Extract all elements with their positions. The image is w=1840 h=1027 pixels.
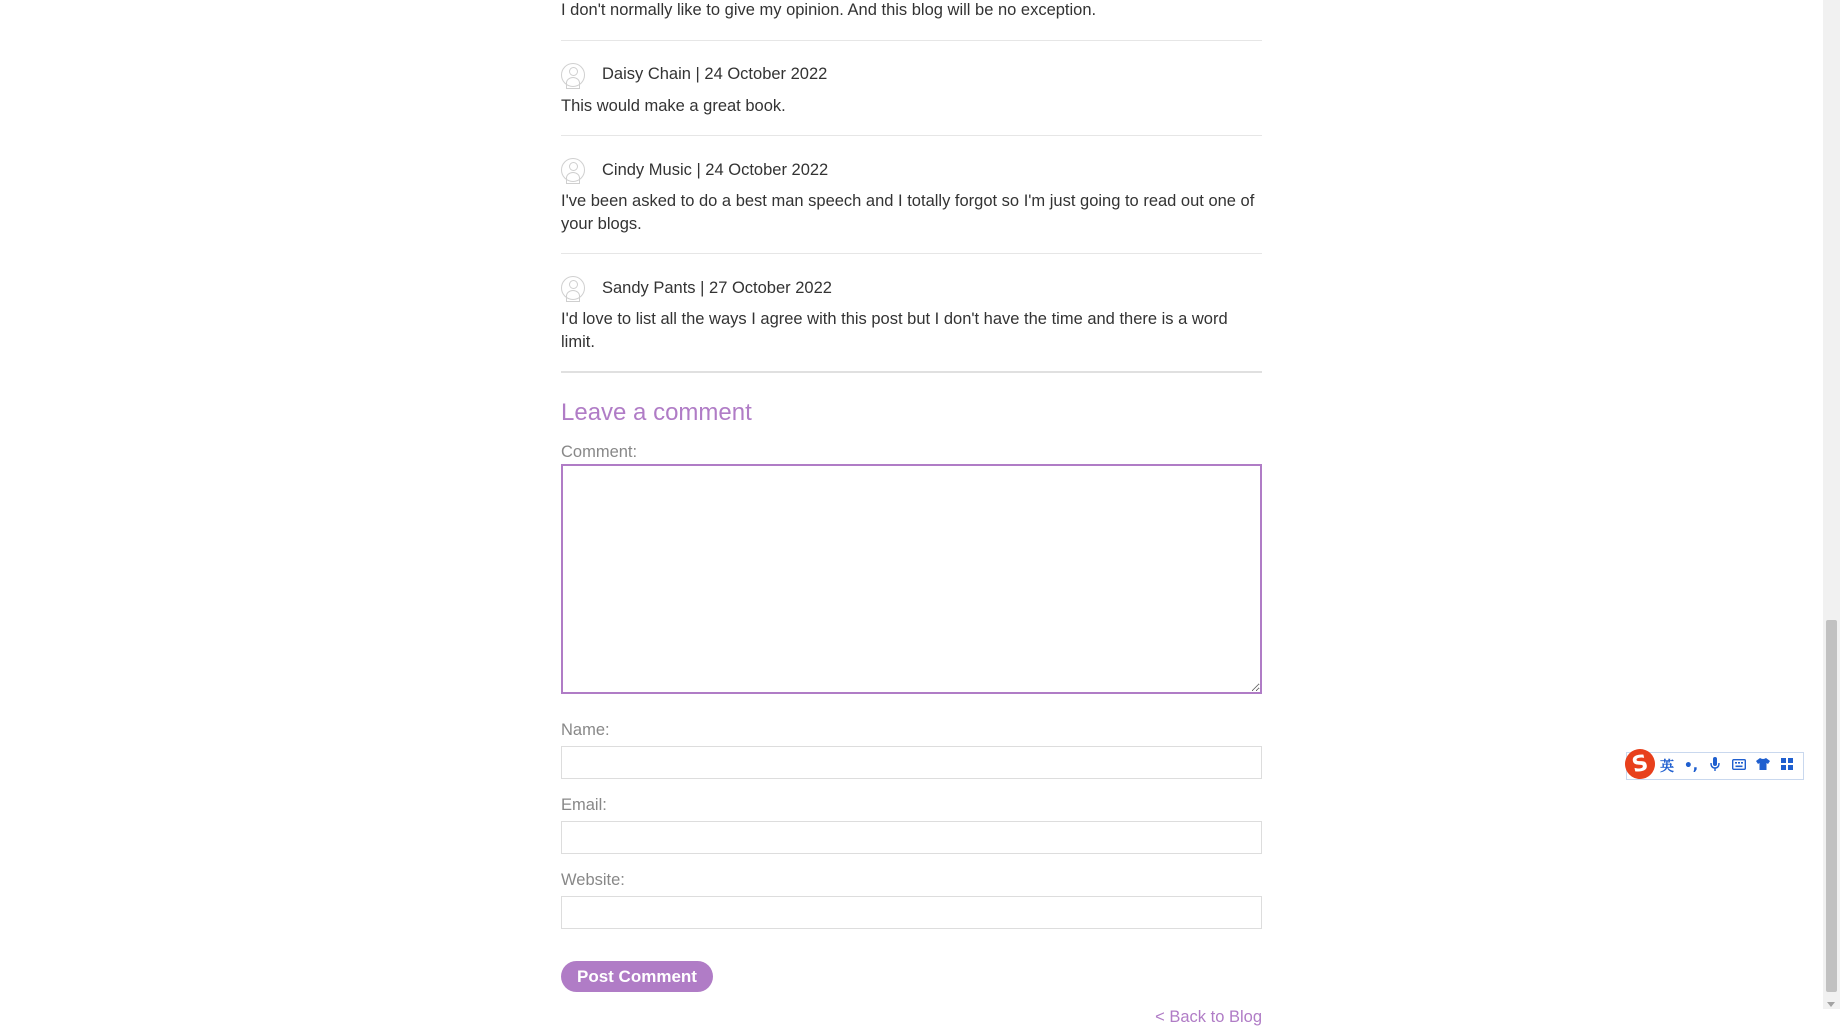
punctuation-icon[interactable]: •, xyxy=(1683,758,1699,774)
back-to-blog-link[interactable]: < Back to Blog xyxy=(1155,1008,1262,1026)
ime-language-toggle[interactable]: 英 xyxy=(1660,759,1674,775)
ime-logo-icon[interactable]: S xyxy=(1622,746,1658,782)
comment-item xyxy=(561,136,1262,254)
email-input[interactable] xyxy=(561,821,1262,854)
comments-section xyxy=(561,0,1262,1027)
comment-label: Comment: xyxy=(561,443,638,461)
comment-author-date: Daisy Chain | 24 October 2022 xyxy=(602,65,828,83)
name-input[interactable] xyxy=(561,746,1262,779)
email-label: Email: xyxy=(561,796,607,814)
toolbox-icon[interactable] xyxy=(1775,758,1799,774)
scroll-down-arrow-icon[interactable] xyxy=(1827,1002,1835,1007)
name-label: Name: xyxy=(561,721,610,739)
scrollbar-thumb[interactable] xyxy=(1826,620,1837,992)
website-label: Website: xyxy=(561,871,625,889)
form-title: Leave a comment xyxy=(561,399,752,426)
ime-toolbar[interactable] xyxy=(1626,752,1804,780)
comment-author-date: Cindy Music | 24 October 2022 xyxy=(602,160,829,179)
comment-textarea[interactable] xyxy=(561,464,1262,694)
comment-item xyxy=(561,254,1262,353)
microphone-icon[interactable] xyxy=(1703,757,1727,775)
avatar-icon xyxy=(561,63,585,87)
comment-text: I'd love to list all the ways I agree with this post but I don't have the time and there is a word limit. xyxy=(561,310,1228,351)
section-divider xyxy=(561,371,1262,373)
comment-text: I've been asked to do a best man speech and I totally forgot so I'm just going to read out one of your blogs. xyxy=(561,192,1255,233)
comment-form xyxy=(561,399,1262,992)
comment-item xyxy=(561,0,1262,41)
post-comment-button[interactable]: Post Comment xyxy=(561,961,713,992)
keyboard-icon[interactable] xyxy=(1727,758,1751,774)
avatar-icon xyxy=(561,276,585,300)
website-input[interactable] xyxy=(561,896,1262,929)
comment-header xyxy=(561,156,1262,184)
comment-header xyxy=(561,274,1262,302)
comment-author-date: Sandy Pants | 27 October 2022 xyxy=(602,278,832,297)
avatar-icon xyxy=(561,158,585,182)
skin-icon[interactable] xyxy=(1751,758,1775,774)
comment-header xyxy=(561,61,1262,89)
comment-text: I don't normally like to give my opinion. And this blog will be no exception. xyxy=(561,1,1097,19)
comment-text: This would make a great book. xyxy=(561,96,786,115)
vertical-scrollbar[interactable] xyxy=(1823,0,1840,1009)
comment-item xyxy=(561,41,1262,137)
